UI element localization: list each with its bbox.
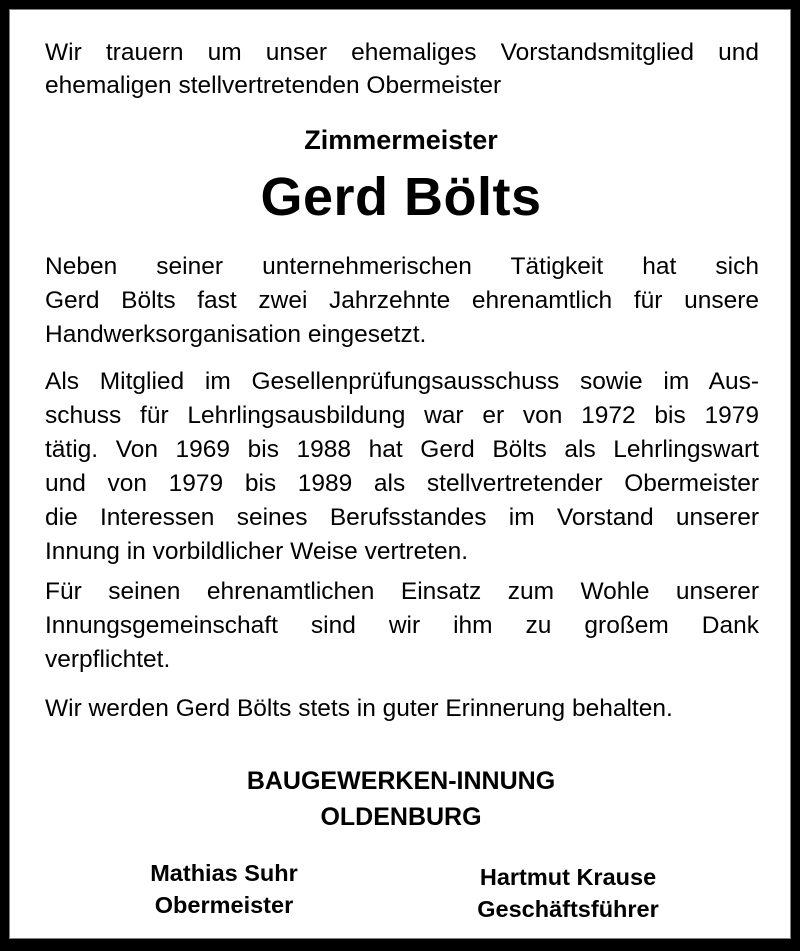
- paragraph-4: [45, 692, 759, 726]
- paragraph-line: Neben seiner unternehmerischen Tätigkeit hat sich: [45, 253, 759, 280]
- organization-line-2: OLDENBURG: [320, 803, 482, 831]
- paragraph-line: Handwerksorganisation eingesetzt.: [45, 321, 427, 348]
- paragraph-1: [45, 250, 759, 352]
- paragraph-3: [45, 575, 759, 677]
- organization-name: [10, 763, 792, 835]
- paragraph-line: und von 1979 bis 1989 als stellvertretender Obermeister: [45, 470, 759, 497]
- organization-line-1: BAUGEWERKEN-INNUNG: [246, 767, 556, 795]
- signatory-role: Geschäftsführer: [477, 896, 659, 922]
- signatory-right: [438, 861, 698, 925]
- signatory-name: Mathias Suhr: [150, 860, 298, 886]
- intro-line-1: Wir trauern um unser ehemaliges Vorstandsmitglied und: [45, 39, 759, 66]
- paragraph-line: Als Mitglied im Gesellenprüfungsausschuss sowie im Aus-: [45, 368, 759, 395]
- paragraph-line: verpflichtet.: [45, 646, 171, 673]
- signatory-role: Obermeister: [154, 892, 294, 918]
- deceased-name: Gerd Bölts: [260, 167, 542, 227]
- paragraph-line: Gerd Bölts fast zwei Jahrzehnte ehrenamtlich für unsere: [45, 287, 759, 314]
- paragraph-line: Wir werden Gerd Bölts stets in guter Erinnerung behalten.: [45, 695, 673, 722]
- signatory-name: Hartmut Krause: [479, 864, 657, 890]
- paragraph-line: Innung in vorbildlicher Weise vertreten.: [45, 538, 469, 565]
- deceased-title: Zimmermeister: [304, 125, 498, 155]
- paragraph-2: [45, 365, 759, 569]
- paragraph-line: die Interessen seines Berufsstandes im Vorstand unserer: [45, 504, 759, 531]
- paragraph-line: Innungsgemeinschaft sind wir ihm zu großem Dank: [45, 612, 759, 639]
- intro-line-2: ehemaligen stellvertretenden Obermeister: [45, 72, 502, 99]
- obituary-notice: [9, 9, 791, 939]
- signatory-left: [94, 857, 354, 921]
- paragraph-line: schuss für Lehrlingsausbildung war er von 1972 bis 1979: [45, 402, 759, 429]
- paragraph-line: tätig. Von 1969 bis 1988 hat Gerd Bölts als Lehrlingswart: [45, 436, 759, 463]
- paragraph-line: Für seinen ehrenamtlichen Einsatz zum Wohle unserer: [45, 578, 759, 605]
- intro-text: [45, 36, 759, 102]
